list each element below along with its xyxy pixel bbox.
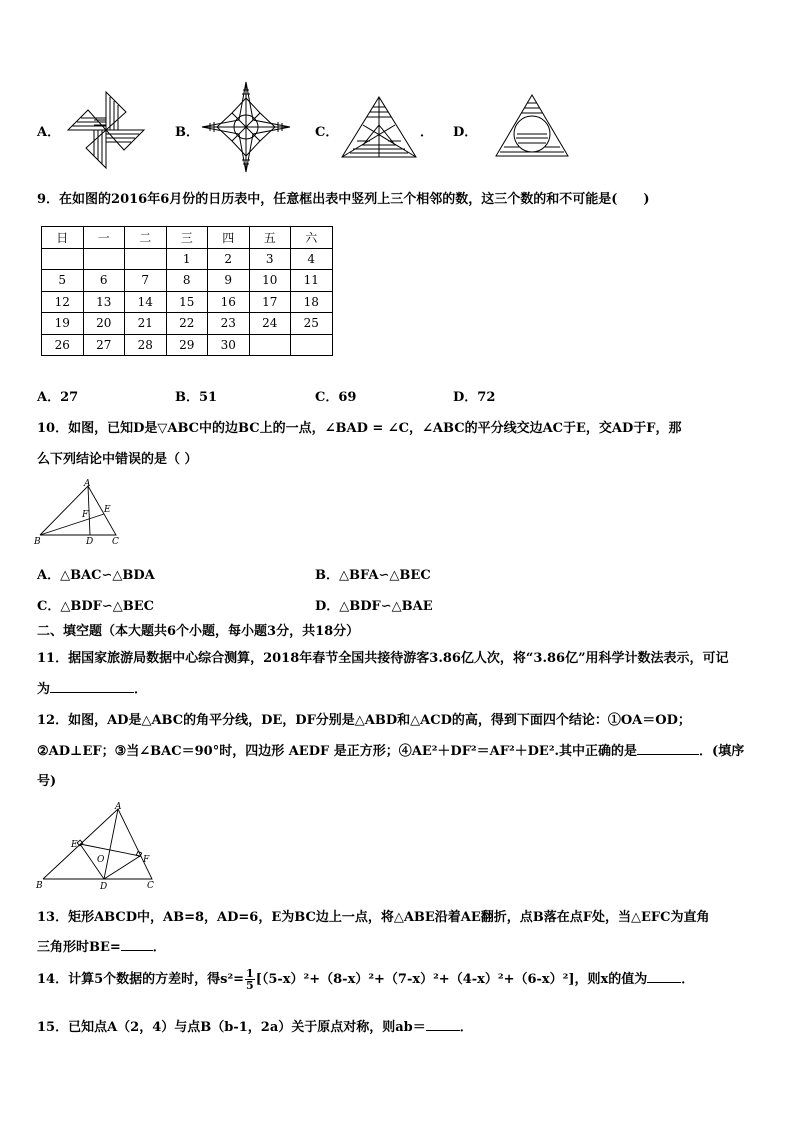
section-fill-in-title: 二、填空题（本大题共6个小题，每小题3分，共18分） xyxy=(37,624,360,639)
label-c: C xyxy=(112,537,119,547)
calendar-header-cell: 三 xyxy=(166,227,208,249)
calendar-cell xyxy=(83,248,125,270)
calendar-cell: 15 xyxy=(166,291,208,313)
triangle-circle-figure xyxy=(494,93,570,159)
calendar-cell: 24 xyxy=(249,313,291,335)
q10-triangle-diagram xyxy=(34,478,126,548)
calendar-row xyxy=(42,291,333,313)
q10-question-line2: 么下列结论中错误的是（ ） xyxy=(37,452,198,467)
calendar-header-cell: 四 xyxy=(208,227,250,249)
label-c: C xyxy=(147,881,154,891)
q14-question-line xyxy=(37,968,694,991)
pinwheel-figure xyxy=(64,87,148,173)
q11-answer-blank[interactable] xyxy=(50,680,134,693)
calendar-cell: 29 xyxy=(166,334,208,356)
q13-prefix: 三角形时BE= xyxy=(37,940,121,955)
calendar-cell: 14 xyxy=(125,291,167,313)
q15-answer-blank[interactable] xyxy=(426,1018,460,1031)
calendar-cell: 8 xyxy=(166,270,208,292)
label-d: D xyxy=(86,537,94,547)
calendar-cell: 1 xyxy=(166,248,208,270)
q11-suffix: ． xyxy=(134,682,148,697)
q8-option-a-label: A． xyxy=(37,125,61,140)
label-d: D xyxy=(100,882,108,892)
calendar-cell: 18 xyxy=(291,291,333,313)
q13-answer-blank[interactable] xyxy=(121,938,153,951)
calendar-header-cell: 六 xyxy=(291,227,333,249)
calendar-table xyxy=(41,226,333,356)
calendar-row xyxy=(42,313,333,335)
calendar-cell: 4 xyxy=(291,248,333,270)
calendar-cell: 11 xyxy=(291,270,333,292)
calendar-cell: 16 xyxy=(208,291,250,313)
calendar-header-cell: 一 xyxy=(83,227,125,249)
q8-separator-dot: ． xyxy=(420,125,434,140)
q13-suffix: ． xyxy=(152,940,166,955)
calendar-row xyxy=(42,270,333,292)
label-e: E xyxy=(104,505,111,515)
q12-triangle-diagram xyxy=(34,800,162,892)
q8-option-b-label: B． xyxy=(175,125,199,140)
q8-option-d-label: D． xyxy=(453,125,478,140)
calendar-cell: 9 xyxy=(208,270,250,292)
calendar-cell: 20 xyxy=(83,313,125,335)
q12-answer-blank[interactable] xyxy=(637,742,699,755)
q9-option-c: C．69 xyxy=(315,390,357,405)
fraction-denominator: 5 xyxy=(246,979,254,992)
calendar-cell: 17 xyxy=(249,291,291,313)
q15-suffix: ． xyxy=(459,1020,473,1035)
q8-option-c-label: C． xyxy=(315,125,339,140)
q14-answer-blank[interactable] xyxy=(647,970,681,983)
calendar-cell: 12 xyxy=(42,291,84,313)
calendar-header-cell: 日 xyxy=(42,227,84,249)
calendar-cell: 10 xyxy=(249,270,291,292)
q14-prefix: 14．计算5个数据的方差时，得s²= xyxy=(37,972,245,987)
calendar-cell: 27 xyxy=(83,334,125,356)
q13-question-line1: 13．矩形ABCD中，AB=8，AD=6，E为BC边上一点，将△ABE沿着AE翻折，点B落在点F处，当△EFC为直角 xyxy=(37,910,710,925)
calendar-row xyxy=(42,248,333,270)
q9-option-b: B．51 xyxy=(175,390,218,405)
calendar-cell xyxy=(249,334,291,356)
hatched-triangle-figure xyxy=(340,95,418,159)
q10-option-c: C．△BDF∽△BEC xyxy=(37,599,154,614)
label-f: F xyxy=(82,510,89,520)
q11-question-line2 xyxy=(37,678,147,697)
q9-option-a: A．27 xyxy=(37,390,79,405)
q11-question-line1: 11．据国家旅游局数据中心综合测算，2018年春节全国共接待游客3.86亿人次，将“3.86亿”用科学计数法表示，可记 xyxy=(37,651,729,666)
calendar-header-cell: 五 xyxy=(249,227,291,249)
calendar-cell: 30 xyxy=(208,334,250,356)
calendar-cell: 28 xyxy=(125,334,167,356)
q10-option-b: B．△BFA∽△BEC xyxy=(315,568,431,583)
q9-option-d: D．72 xyxy=(453,390,496,405)
q10-option-a: A．△BAC∽△BDA xyxy=(37,568,155,583)
label-a: A xyxy=(115,802,122,812)
q12-question-line3: 号) xyxy=(37,774,57,789)
calendar-cell: 26 xyxy=(42,334,84,356)
calendar-cell: 23 xyxy=(208,313,250,335)
calendar-cell: 19 xyxy=(42,313,84,335)
calendar-cell: 6 xyxy=(83,270,125,292)
calendar-cell: 2 xyxy=(208,248,250,270)
q10-question-line1: 10．如图，已知D是▽ABC中的边BC上的一点，∠BAD = ∠C，∠ABC的平分线交边AC于E，交AD于F，那 xyxy=(37,421,682,436)
calendar-cell: 22 xyxy=(166,313,208,335)
calendar-row xyxy=(42,334,333,356)
q14-fraction xyxy=(245,968,255,991)
q11-prefix: 为 xyxy=(37,682,51,697)
label-f: F xyxy=(143,855,150,865)
label-b: B xyxy=(34,537,41,547)
q9-question-text: 9．在如图的2016年6月份的日历表中，任意框出表中竖列上三个相邻的数，这三个数的和不可能是( ) xyxy=(37,192,650,207)
q12-text-b: ．(填序 xyxy=(699,744,745,759)
q15-question-line xyxy=(37,1016,473,1035)
q13-question-line2 xyxy=(37,936,166,955)
calendar-cell: 3 xyxy=(249,248,291,270)
calendar-header-cell: 二 xyxy=(125,227,167,249)
label-b: B xyxy=(36,881,43,891)
calendar-cell xyxy=(42,248,84,270)
calendar-cell: 5 xyxy=(42,270,84,292)
q14-suffix: ． xyxy=(681,972,695,987)
label-o: O xyxy=(97,855,105,865)
label-a: A xyxy=(84,479,91,489)
calendar-cell: 25 xyxy=(291,313,333,335)
calendar-cell: 7 xyxy=(125,270,167,292)
calendar-cell: 21 xyxy=(125,313,167,335)
fraction-numerator: 1 xyxy=(246,967,254,980)
q12-question-line1: 12．如图，AD是△ABC的角平分线，DE，DF分别是△ABD和△ACD的高，得到下面四个结论：①OA＝OD； xyxy=(37,713,691,728)
calendar-cell xyxy=(125,248,167,270)
q12-question-line2 xyxy=(37,740,744,759)
label-e: E xyxy=(71,840,78,850)
q14-expression: [（5-x）²+（8-x）²+（7-x）²+（4-x）²+（6-x）²]，则x的值为 xyxy=(255,972,648,987)
q10-option-d: D．△BDF∽△BAE xyxy=(315,599,433,614)
q15-prefix: 15．已知点A（2，4）与点B（b-1，2a）关于原点对称，则ab＝ xyxy=(37,1020,426,1035)
compass-star-figure xyxy=(200,80,292,174)
calendar-cell: 13 xyxy=(83,291,125,313)
calendar-header-row xyxy=(42,227,333,249)
calendar-cell xyxy=(291,334,333,356)
q12-text-a: ②AD⊥EF；③当∠BAC＝90°时，四边形 AEDF 是正方形；④AE²＋DF²＝AF²＋DE².其中正确的是 xyxy=(37,744,638,759)
